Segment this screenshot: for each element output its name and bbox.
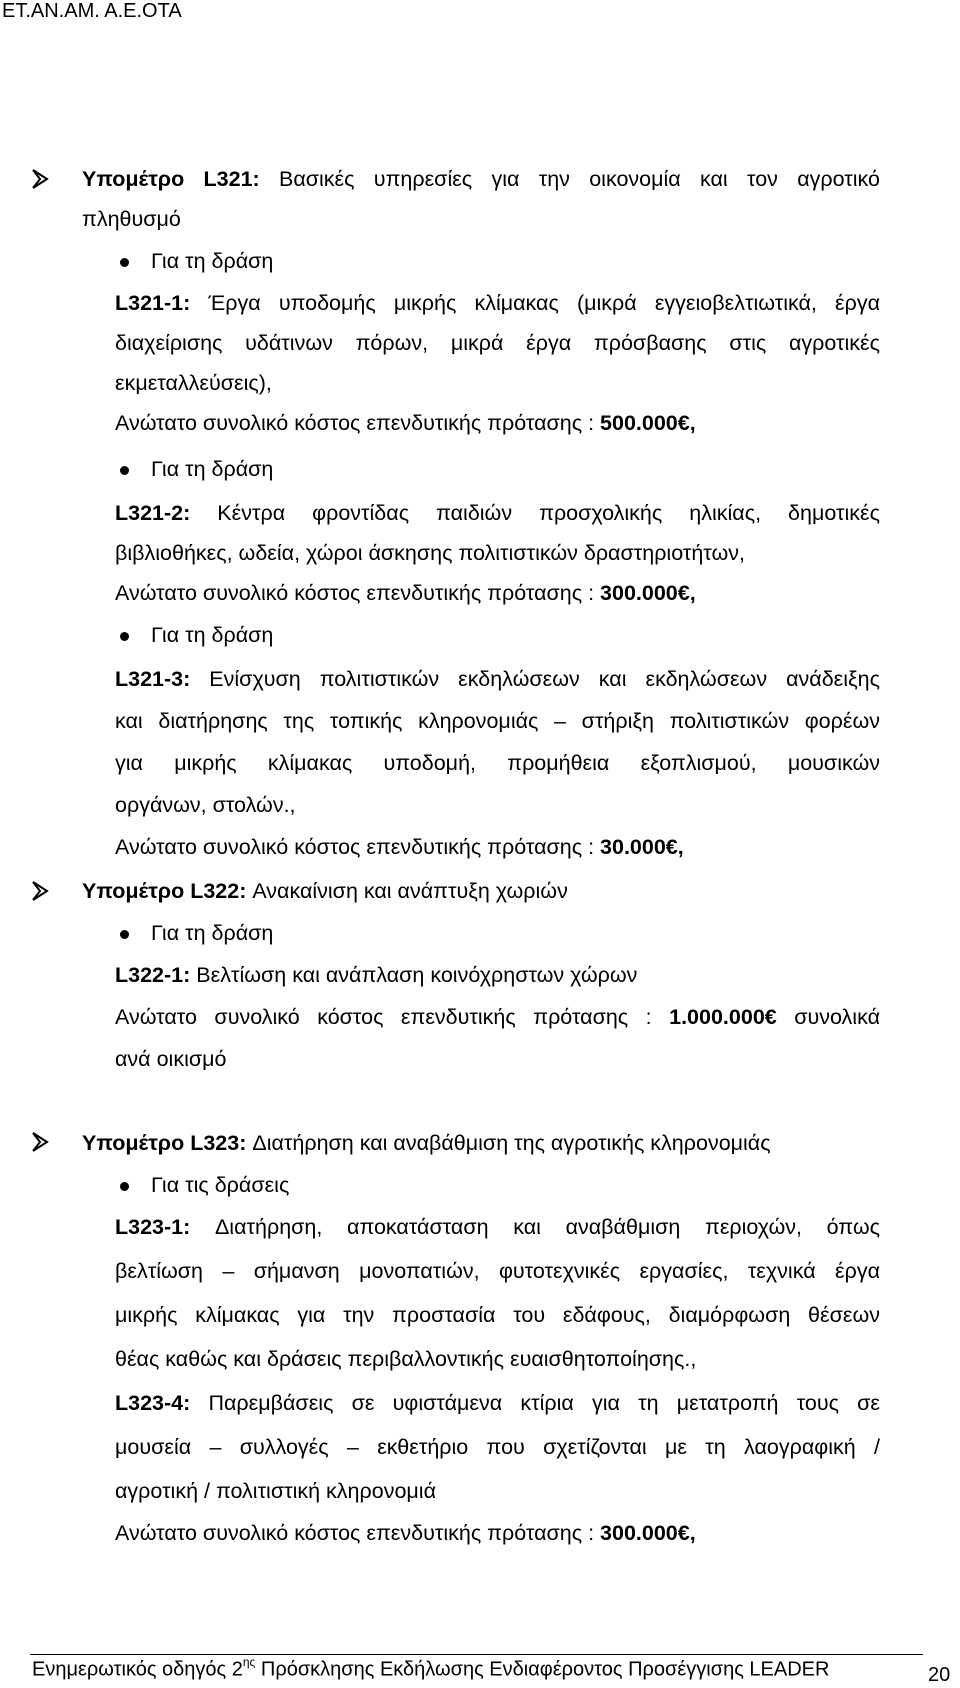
submeasure-title-text: Διατήρηση και αναβάθμιση της αγροτικής κληρονομιάς xyxy=(246,1131,771,1155)
cost-label: Ανώτατο συνολικό κόστος επενδυτικής πρότασης : xyxy=(115,1521,601,1545)
action-line: βελτίωση – σήμανση μονοπατιών, φυτοτεχνικές εργασίες, τεχνικά έργα xyxy=(115,1259,880,1283)
cost-value: 300.000€, xyxy=(600,581,696,605)
footer-divider xyxy=(30,1654,923,1655)
action-line xyxy=(115,962,637,988)
action-line xyxy=(115,290,880,316)
cost-value: 500.000€, xyxy=(600,411,696,435)
arrow-bullet-icon xyxy=(30,168,50,190)
cost-line xyxy=(115,410,696,436)
bullet-icon xyxy=(120,466,129,475)
page-number: 20 xyxy=(928,1664,951,1686)
action-line: και διατήρησης της τοπικής κληρονομιάς – στήριξη πολιτιστικών φορέων xyxy=(115,709,880,733)
action-intro: Για τη δράση xyxy=(151,623,274,647)
action-line: διαχείρισης υδάτινων πόρων, μικρά έργα πρόσβασης στις αγροτικές xyxy=(115,331,880,355)
action-line xyxy=(115,1390,880,1416)
bullet-icon xyxy=(120,930,129,939)
cost-line xyxy=(115,580,696,606)
action-text: Έργα υποδομής μικρής κλίμακας (μικρά εγγειοβελτιωτικά, έργα xyxy=(190,291,880,315)
cost-suffix: συνολικά xyxy=(776,1005,880,1029)
submeasure-label: Υπομέτρο L322: xyxy=(82,879,247,903)
submeasure-label: Υπομέτρο L323: xyxy=(82,1131,247,1155)
action-line xyxy=(115,666,880,692)
action-text: Βελτίωση και ανάπλαση κοινόχρηστων χώρων xyxy=(190,963,638,987)
action-intro: Για τη δράση xyxy=(151,921,274,945)
action-intro: Για τη δράση xyxy=(151,457,274,481)
cost-label: Ανώτατο συνολικό κόστος επενδυτικής πρότασης : xyxy=(115,581,601,605)
footer-text-a: Ενημερωτικός οδηγός 2 xyxy=(32,1658,243,1681)
action-intro: Για τις δράσεις xyxy=(151,1173,290,1197)
action-line: εκμεταλλεύσεις), xyxy=(115,371,272,395)
cost-value: 300.000€, xyxy=(600,1521,696,1545)
bullet-icon xyxy=(120,1182,129,1191)
action-text: Κέντρα φροντίδας παιδιών προσχολικής ηλικίας, δημοτικές xyxy=(190,501,880,525)
bullet-icon xyxy=(120,632,129,641)
cost-label: Ανώτατο συνολικό κόστος επενδυτικής πρότασης : xyxy=(115,411,601,435)
action-line xyxy=(115,1214,880,1240)
action-line: για μικρής κλίμακας υποδομή, προμήθεια εξοπλισμού, μουσικών xyxy=(115,751,880,775)
submeasure-title-text: Ανακαίνιση και ανάπτυξη χωριών xyxy=(246,879,568,903)
cost-line-cont: ανά οικισμό xyxy=(115,1047,227,1071)
arrow-bullet-icon xyxy=(30,880,50,902)
action-line: θέας καθώς και δράσεις περιβαλλοντικής ευαισθητοποίησης., xyxy=(115,1347,697,1371)
cost-line xyxy=(115,1004,880,1030)
cost-label: Ανώτατο συνολικό κόστος επενδυτικής πρότασης : xyxy=(115,1005,670,1029)
page-header: ΕΤ.ΑΝ.ΑΜ. Α.Ε.ΟΤΑ xyxy=(2,0,182,22)
action-line: βιβλιοθήκες, ωδεία, χώροι άσκησης πολιτιστικών δραστηριοτήτων, xyxy=(115,541,746,565)
cost-value: 1.000.000€ xyxy=(669,1005,777,1029)
footer-text-b: Πρόσκλησης Εκδήλωσης Ενδιαφέροντος Προσέγγισης LEADER xyxy=(255,1658,830,1681)
action-intro: Για τη δράση xyxy=(151,249,274,273)
cost-line xyxy=(115,1520,696,1546)
action-line xyxy=(115,500,880,526)
cost-label: Ανώτατο συνολικό κόστος επενδυτικής πρότασης : xyxy=(115,835,601,859)
arrow-bullet-icon xyxy=(30,1131,50,1153)
submeasure-title-l322 xyxy=(82,878,568,904)
action-code: L323-4: xyxy=(115,1391,191,1415)
action-text: Διατήρηση, αποκατάσταση και αναβάθμιση περιοχών, όπως xyxy=(190,1215,880,1239)
submeasure-label: Υπομέτρο L321: xyxy=(82,167,260,191)
submeasure-title-cont: πληθυσμό xyxy=(82,207,181,231)
action-code: L322-1: xyxy=(115,963,191,987)
action-code: L321-1: xyxy=(115,291,191,315)
action-code: L321-2: xyxy=(115,501,191,525)
footer-text xyxy=(32,1657,829,1682)
submeasure-title-l323 xyxy=(82,1130,771,1156)
action-line: αγροτική / πολιτιστική κληρονομιά xyxy=(115,1479,436,1503)
action-code: L323-1: xyxy=(115,1215,191,1239)
action-line: μικρής κλίμακας για την προστασία του εδάφους, διαμόρφωση θέσεων xyxy=(115,1303,880,1327)
action-text: Παρεμβάσεις σε υφιστάμενα κτίρια για τη μετατροπή τους σε xyxy=(190,1391,880,1415)
cost-line xyxy=(115,834,684,860)
action-line: μουσεία – συλλογές – εκθετήριο που σχετίζονται με τη λαογραφική / xyxy=(115,1435,880,1459)
action-line: οργάνων, στολών., xyxy=(115,793,296,817)
action-code: L321-3: xyxy=(115,667,191,691)
footer-sup: ης xyxy=(242,1655,256,1669)
submeasure-title-text: Βασικές υπηρεσίες για την οικονομία και τον αγροτικό xyxy=(259,167,880,191)
action-text: Ενίσχυση πολιτιστικών εκδηλώσεων και εκδηλώσεων ανάδειξης xyxy=(190,667,880,691)
bullet-icon xyxy=(120,258,129,267)
submeasure-title-l321 xyxy=(82,166,880,192)
cost-value: 30.000€, xyxy=(600,835,684,859)
